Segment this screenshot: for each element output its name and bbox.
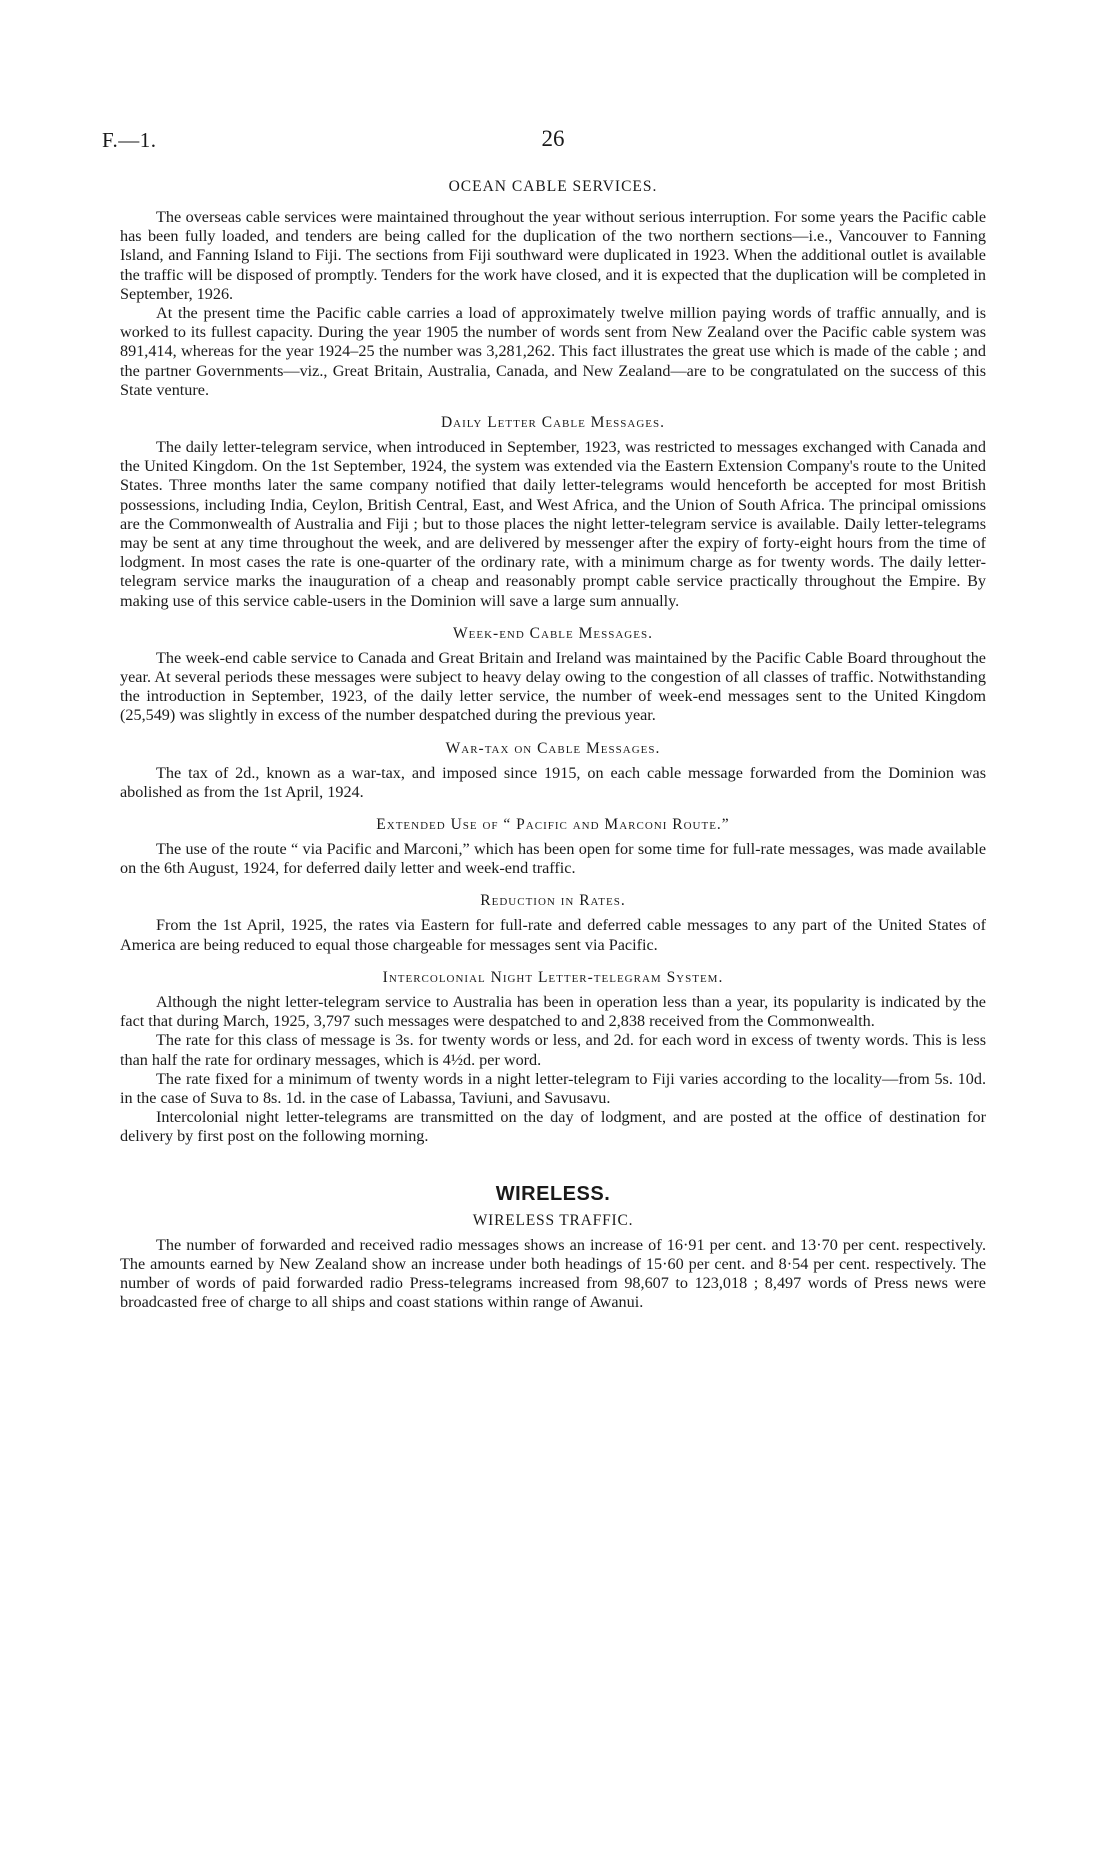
intercolonial-section bbox=[120, 969, 986, 1147]
paragraph: The daily letter-telegram service, when introduced in September, 1923, was restricted to messages exchanged with Canada and the United Kingdom. On the 1st September, 1924, the system was extended via the Eastern Extension Company's route to the United States. Three months later the same company notified that daily letter-telegrams would henceforth be accepted for most British possessions, including India, Ceylon, British Central, East, and West Africa, and the Union of South Africa. The principal omissions are the Commonwealth of Australia and Fiji ; but to those places the night letter-telegram service is available. Daily letter-telegrams may be sent at any time throughout the week, and are delivered by messenger after the expiry of forty-eight hours from the time of lodgment. In most cases the rate is one-quarter of the ordinary rate, with a minimum charge as for twenty words. The daily letter-telegram service marks the inauguration of a cheap and reasonably prompt cable service practically throughout the Empire. By making use of this service cable-users in the Dominion will save a large sum annually. bbox=[120, 438, 986, 610]
page-number: 26 bbox=[541, 126, 565, 151]
ocean-cable-section bbox=[120, 178, 986, 400]
paragraph: The use of the route “ via Pacific and Marconi,” which has been open for some time for full-rate messages, was made available on the 6th August, 1924, for deferred daily letter and week-end traffic. bbox=[120, 840, 986, 878]
paragraph: The overseas cable services were maintained throughout the year without serious interruption. For some years the Pacific cable has been fully loaded, and tenders are being called for the duplication of the two northern sections—i.e., Vancouver to Fanning Island, and Fanning Island to Fiji. The sections from Fiji southward were duplicated in 1923. When the additional outlet is available the traffic will be disposed of promptly. Tenders for the work have closed, and it is expected that the duplication will be completed in September, 1926. bbox=[120, 208, 986, 303]
reduction-section bbox=[120, 892, 986, 954]
paragraph: At the present time the Pacific cable carries a load of approximately twelve million paying words of traffic annually, and is worked to its fullest capacity. During the year 1905 the number of words sent from New Zealand over the Pacific cable system was 891,414, whereas for the year 1924–25 the number was 3,281,262. This fact illustrates the great use which is made of the cable ; and the partner Governments—viz., Great Britain, Australia, Canada, and New Zealand—are to be congratulated on the success of this State venture. bbox=[120, 304, 986, 399]
document-page bbox=[102, 126, 986, 1312]
paragraph: The number of forwarded and received radio messages shows an increase of 16·91 per cent. and 13·70 per cent. respectively. The amounts earned by New Zealand show an increase under both headings of 15·60 per cent. and 8·54 per cent. respectively. The number of words of paid forwarded radio Press-telegrams increased from 98,607 to 123,018 ; 8,497 words of Press news were broadcasted free of charge to all ships and coast stations within range of Awanui. bbox=[120, 1235, 986, 1312]
week-end-section bbox=[120, 625, 986, 726]
war-tax-section bbox=[120, 740, 986, 802]
section-heading: Reduction in Rates. bbox=[480, 892, 626, 910]
page-header bbox=[102, 126, 986, 162]
section-heading: Extended Use of “ Pacific and Marconi Route.” bbox=[376, 816, 730, 834]
paragraph: The tax of 2d., known as a war-tax, and imposed since 1915, on each cable message forwarded from the Dominion was abolished as from the 1st April, 1924. bbox=[120, 763, 986, 801]
daily-letter-section bbox=[120, 414, 986, 611]
section-heading: OCEAN CABLE SERVICES. bbox=[448, 178, 658, 195]
paragraph: From the 1st April, 1925, the rates via Eastern for full-rate and deferred cable messages to any part of the United States of America are being reduced to equal those chargeable for messages sent via Pacific. bbox=[120, 916, 986, 954]
section-heading: Intercolonial Night Letter-telegram System. bbox=[382, 968, 724, 986]
section-heading: Week-end Cable Messages. bbox=[453, 624, 653, 642]
section-heading: War-tax on Cable Messages. bbox=[445, 739, 661, 757]
paragraph: The week-end cable service to Canada and Great Britain and Ireland was maintained by the Pacific Cable Board throughout the year. At several periods these messages were subject to heavy delay owing to the congestion of all classes of traffic. Notwithstanding the introduction in September, 1923, of the daily letter service, the number of week-end messages sent to the United Kingdom (25,549) was slightly in excess of the number despatched during the previous year. bbox=[120, 648, 986, 725]
wireless-title: WIRELESS. bbox=[495, 1182, 611, 1205]
wireless-section bbox=[120, 1183, 986, 1313]
paragraph: The rate for this class of message is 3s. for twenty words or less, and 2d. for each word in excess of twenty words. This is less than half the rate for ordinary messages, which is 4½d. per word. bbox=[120, 1031, 986, 1069]
section-heading: Daily Letter Cable Messages. bbox=[440, 414, 666, 432]
page-reference: F.—1. bbox=[102, 128, 157, 152]
section-heading: WIRELESS TRAFFIC. bbox=[472, 1211, 634, 1229]
paragraph: Intercolonial night letter-telegrams are transmitted on the day of lodgment, and are posted at the office of destination for delivery by first post on the following morning. bbox=[120, 1108, 986, 1146]
paragraph: Although the night letter-telegram service to Australia has been in operation less than a year, its popularity is indicated by the fact that during March, 1925, 3,797 such messages were despatched to and 2,838 received from the Commonwealth. bbox=[120, 992, 986, 1031]
extended-use-section bbox=[120, 816, 986, 878]
paragraph: The rate fixed for a minimum of twenty words in a night letter-telegram to Fiji varies according to the locality—from 5s. 10d. in the case of Suva to 8s. 1d. in the case of Labassa, Taviuni, and Savusavu. bbox=[120, 1069, 986, 1107]
